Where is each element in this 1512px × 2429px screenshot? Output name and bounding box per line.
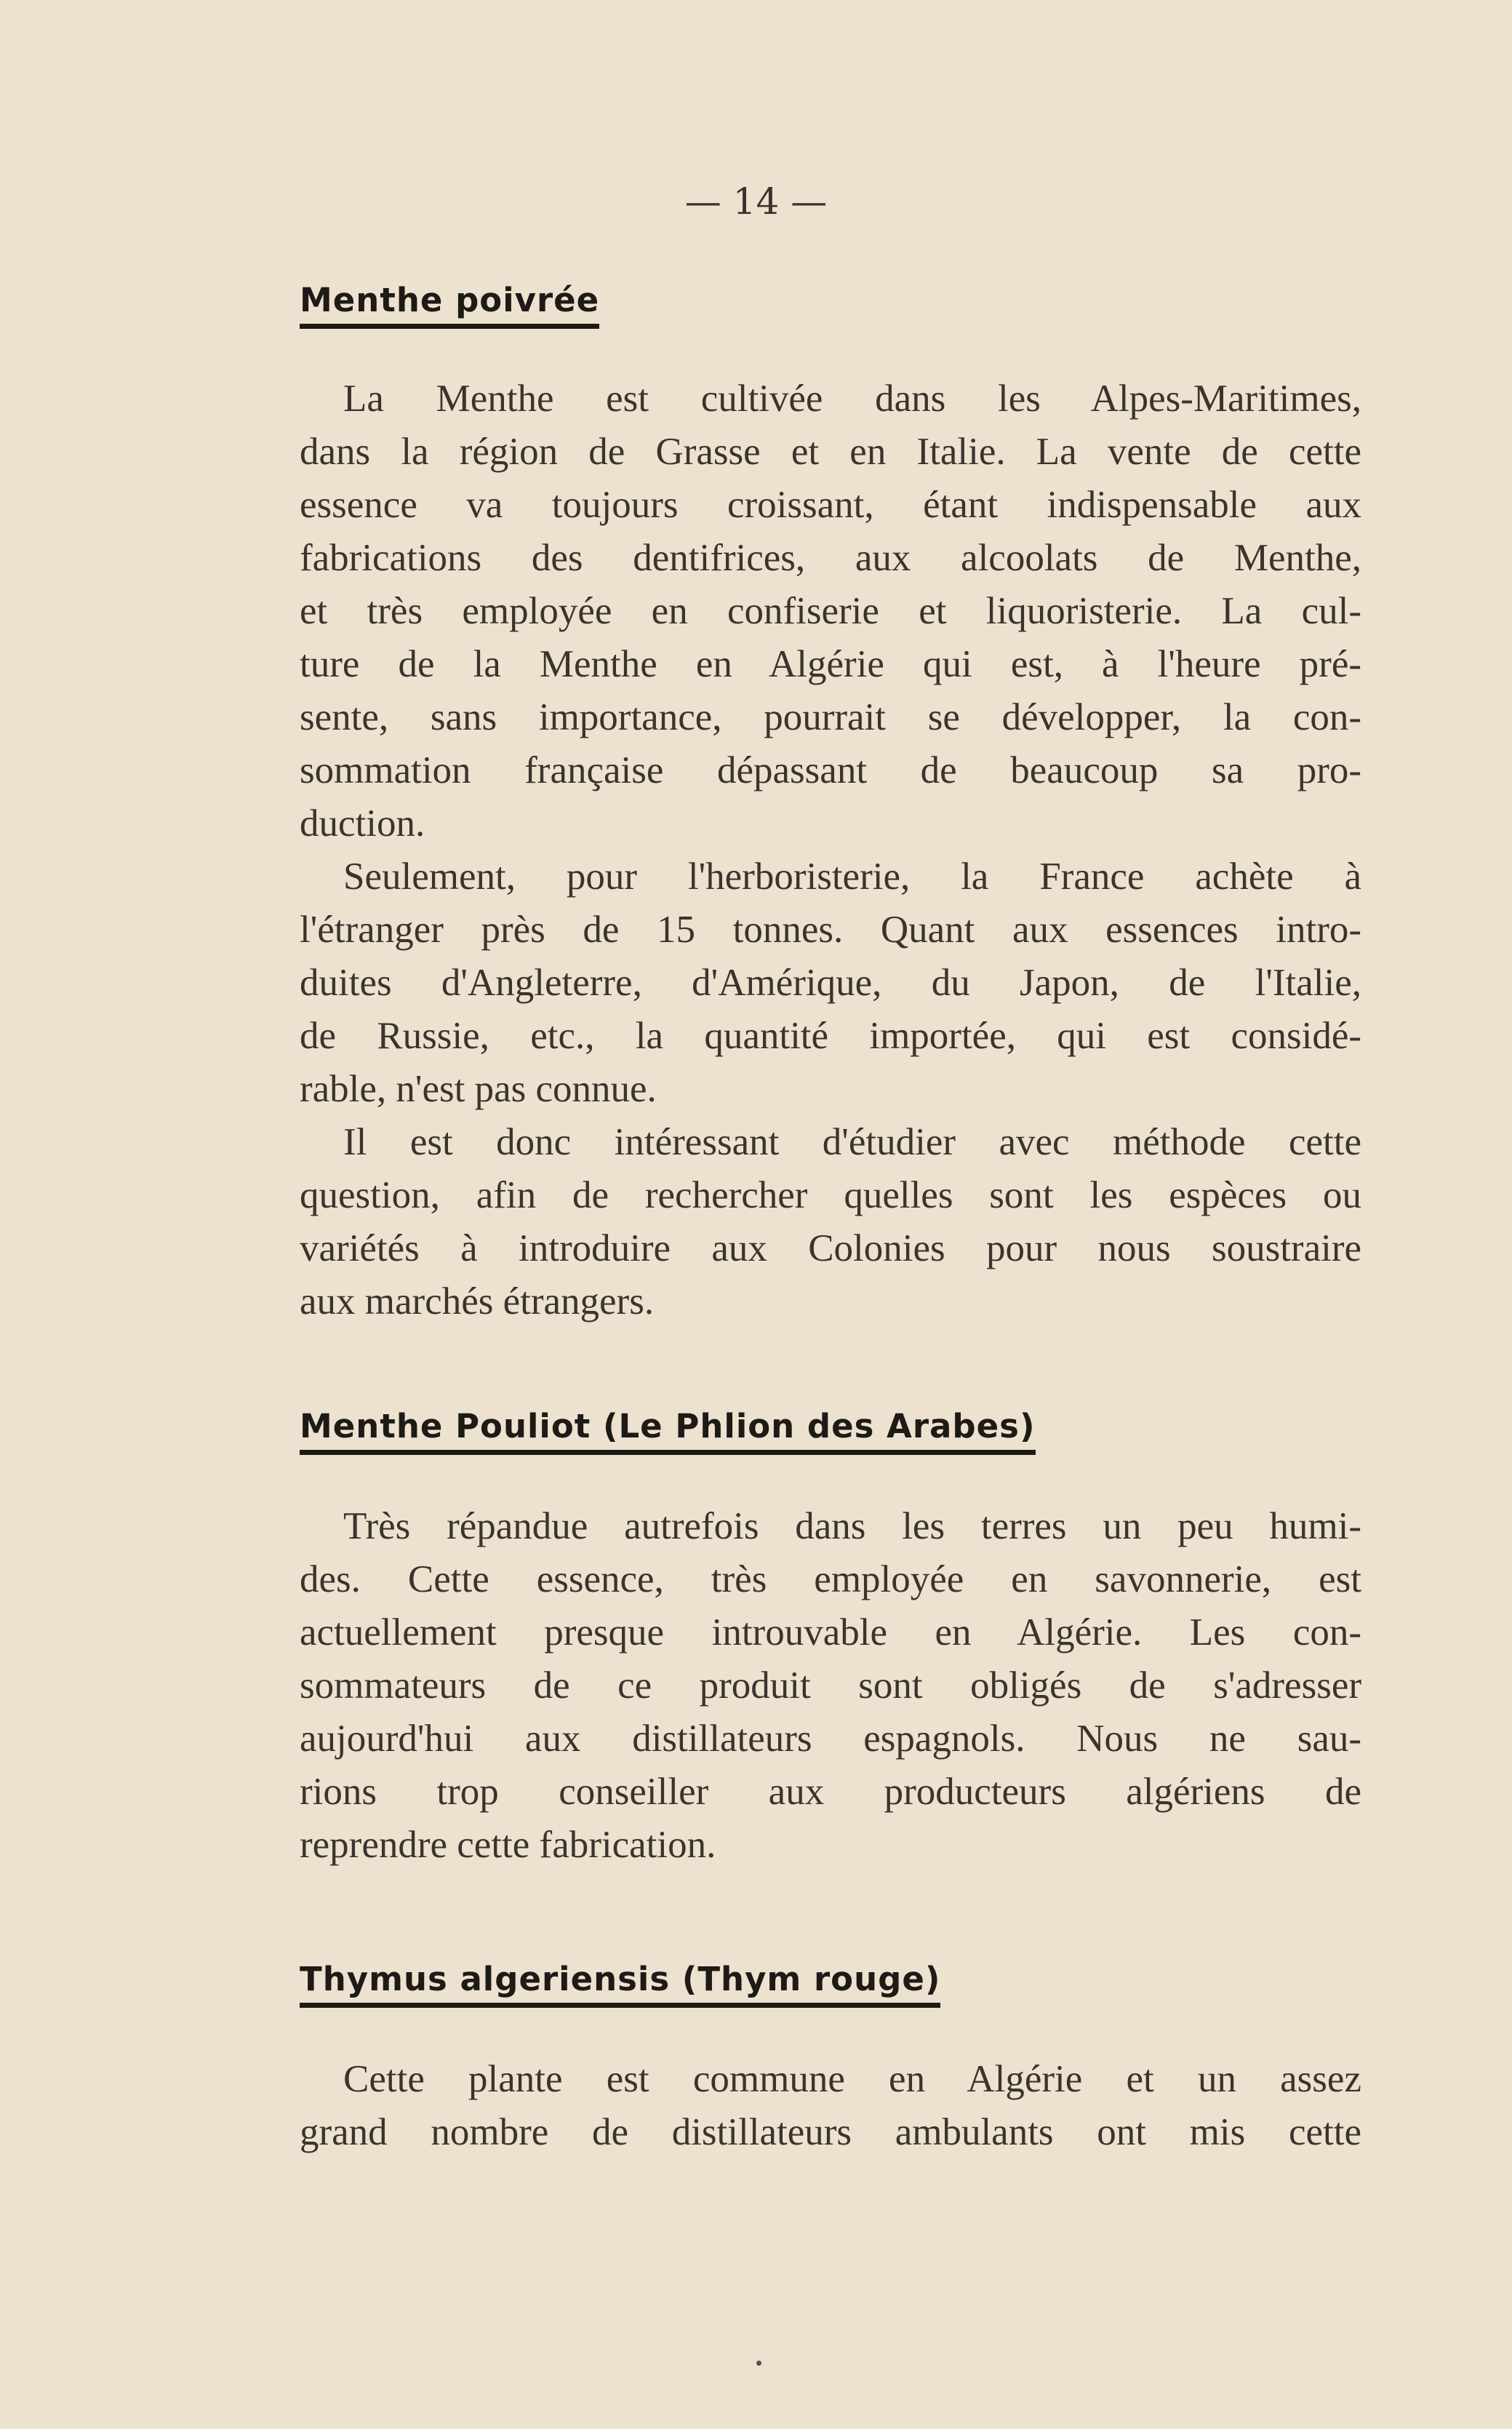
page-number: — 14 —	[684, 180, 828, 223]
section-body-menthe-pouliot	[300, 1500, 1361, 1872]
heading-text: Menthe poivrée	[300, 281, 600, 319]
text-line: sommateurs de ce produit sont obligés de s'adresser	[300, 1664, 1361, 1707]
text-line: grand nombre de distillateurs ambulants ont mis cette	[300, 2111, 1361, 2153]
text-line: essence va toujours croissant, étant indispensable aux	[300, 484, 1361, 526]
text-line: Très répandue autrefois dans les terres un peu humi-	[343, 1505, 1361, 1547]
heading-underline	[300, 2003, 940, 2008]
text-line: Seulement, pour l'herboristerie, la France achète à	[343, 855, 1361, 898]
section-heading-menthe-poivree	[300, 281, 599, 329]
text-line: question, afin de rechercher quelles sont les espèces ou	[300, 1174, 1361, 1216]
ink-speck	[756, 2361, 761, 2366]
text-line: rions trop conseiller aux producteurs algériens de	[300, 1771, 1361, 1813]
section-heading-thymus-algeriensis	[300, 1960, 940, 2008]
heading-text: Menthe Pouliot (Le Phlion des Arabes)	[300, 1407, 1036, 1445]
text-line: sommation française dépassant de beaucoup sa pro-	[300, 749, 1361, 791]
heading-underline	[300, 1450, 1036, 1455]
text-line: aux marchés étrangers.	[300, 1280, 655, 1323]
text-line: La Menthe est cultivée dans les Alpes-Maritimes,	[343, 378, 1361, 420]
text-line: et très employée en confiserie et liquoristerie. La cul-	[300, 590, 1361, 632]
text-line: fabrications des dentifrices, aux alcoolats de Menthe,	[300, 537, 1361, 579]
text-line: variétés à introduire aux Colonies pour nous soustraire	[300, 1227, 1361, 1269]
section-body-thymus-algeriensis	[300, 2053, 1361, 2159]
heading-underline	[300, 324, 599, 329]
text-line: Il est donc intéressant d'étudier avec méthode cette	[343, 1121, 1361, 1163]
text-line: duites d'Angleterre, d'Amérique, du Japon, de l'Italie,	[300, 962, 1361, 1004]
text-line: l'étranger près de 15 tonnes. Quant aux essences intro-	[300, 909, 1361, 951]
text-line: duction.	[300, 802, 425, 845]
text-line: rable, n'est pas connue.	[300, 1068, 657, 1110]
text-line: dans la région de Grasse et en Italie. La vente de cette	[300, 431, 1361, 473]
section-heading-menthe-pouliot	[300, 1407, 1036, 1455]
text-line: ture de la Menthe en Algérie qui est, à l'heure pré-	[300, 643, 1361, 685]
heading-text: Thymus algeriensis (Thym rouge)	[300, 1960, 941, 1998]
text-line: sente, sans importance, pourrait se développer, la con-	[300, 696, 1361, 738]
text-line: actuellement presque introuvable en Algérie. Les con-	[300, 1611, 1361, 1654]
section-body-menthe-poivree	[300, 372, 1361, 1328]
text-line: des. Cette essence, très employée en savonnerie, est	[300, 1558, 1361, 1600]
text-line: de Russie, etc., la quantité importée, qui est considé-	[300, 1015, 1361, 1057]
text-line: Cette plante est commune en Algérie et un assez	[343, 2058, 1361, 2100]
text-line: reprendre cette fabrication.	[300, 1824, 716, 1866]
text-line: aujourd'hui aux distillateurs espagnols. Nous ne sau-	[300, 1718, 1361, 1760]
